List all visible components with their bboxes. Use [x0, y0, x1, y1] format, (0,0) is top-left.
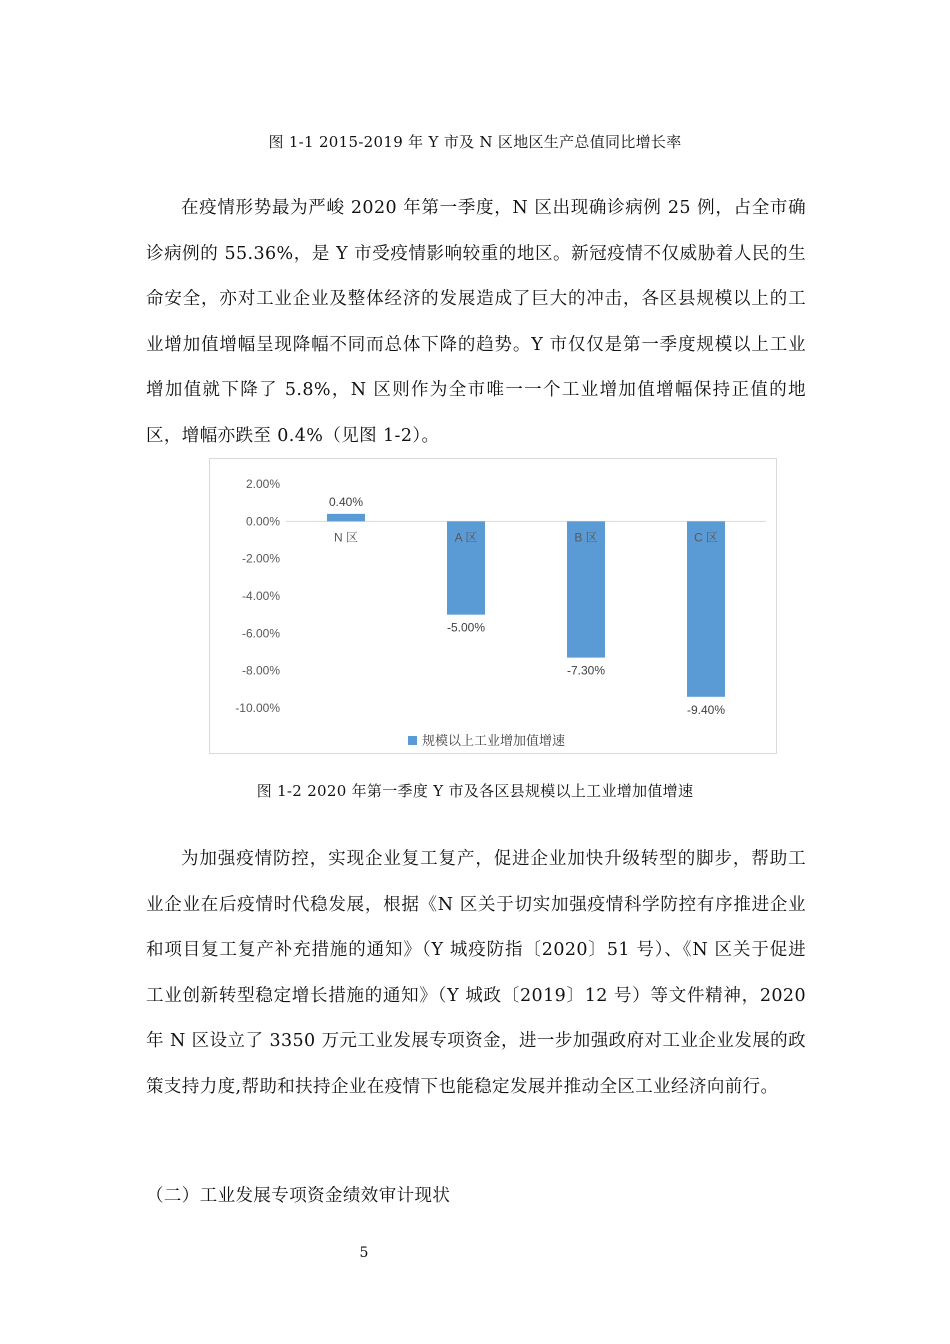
- paragraph-special-funds: 为加强疫情防控，实现企业复工复产，促进企业加快升级转型的脚步，帮助工业企业在后疫情时代稳发展，根据《N 区关于切实加强疫情科学防控有序推进企业和项目复工复产补充措施的通知》（Y 城疫防指〔2020〕51 号）、《N 区关于促进工业创新转型稳定增长措施的通知》（Y 城政〔2019〕12 号）等文件精神，2020 年 N 区设立了 3350 万元工业发展专项资金，进一步加强政府对工业企业发展的政策支持力度,帮助和扶持企业在疫情下也能稳定发展并推动全区工业经济向前行。: [146, 849, 806, 1097]
- y-tick-label: -4.00%: [241, 589, 280, 603]
- category-label: N 区: [333, 530, 359, 545]
- category-label: C 区: [693, 530, 719, 545]
- y-tick-label: -6.00%: [241, 626, 280, 641]
- page-number: 5: [359, 1245, 369, 1261]
- bar-chart-figure-1-2: [209, 458, 777, 754]
- category-label: A 区: [454, 530, 478, 545]
- bar: [327, 514, 365, 521]
- y-tick-label: 2.00%: [245, 477, 280, 491]
- chart-svg: [210, 459, 776, 753]
- figure-1-1-caption: 图 1-1 2015-2019 年 Y 市及 N 区地区生产总值同比增长率: [268, 133, 682, 151]
- y-tick-label: -10.00%: [235, 701, 280, 715]
- section-heading: （二）工业发展专项资金绩效审计现状: [146, 1186, 451, 1206]
- legend-swatch: [408, 736, 417, 745]
- data-label: -5.00%: [446, 620, 486, 635]
- data-label: 0.40%: [328, 494, 364, 509]
- data-label: -7.30%: [566, 663, 606, 678]
- paragraph-epidemic-impact: 在疫情形势最为严峻 2020 年第一季度，N 区出现确诊病例 25 例，占全市确诊病例的 55.36%，是 Y 市受疫情影响较重的地区。新冠疫情不仅威胁着人民的生命安全，亦对工业企业及整体经济的发展造成了巨大的冲击，各区县规模以上的工业增加值增幅呈现降幅不同而总体下降的趋势。Y 市仅仅是第一季度规模以上工业增加值就下降了 5.8%，N 区则作为全市唯一一个工业增加值增幅保持正值的地区，增幅亦跌至 0.4%（见图 1-2）。: [146, 198, 806, 446]
- y-tick-label: 0.00%: [245, 514, 280, 529]
- figure-1-2-caption: 图 1-2 2020 年第一季度 Y 市及各区县规模以上工业增加值增速: [256, 782, 694, 800]
- bar: [687, 521, 725, 696]
- y-tick-label: -2.00%: [241, 551, 280, 566]
- data-label: -9.40%: [686, 702, 726, 717]
- legend-label: 规模以上工业增加值增速: [422, 733, 566, 748]
- category-label: B 区: [574, 530, 598, 545]
- y-tick-label: -8.00%: [241, 663, 280, 678]
